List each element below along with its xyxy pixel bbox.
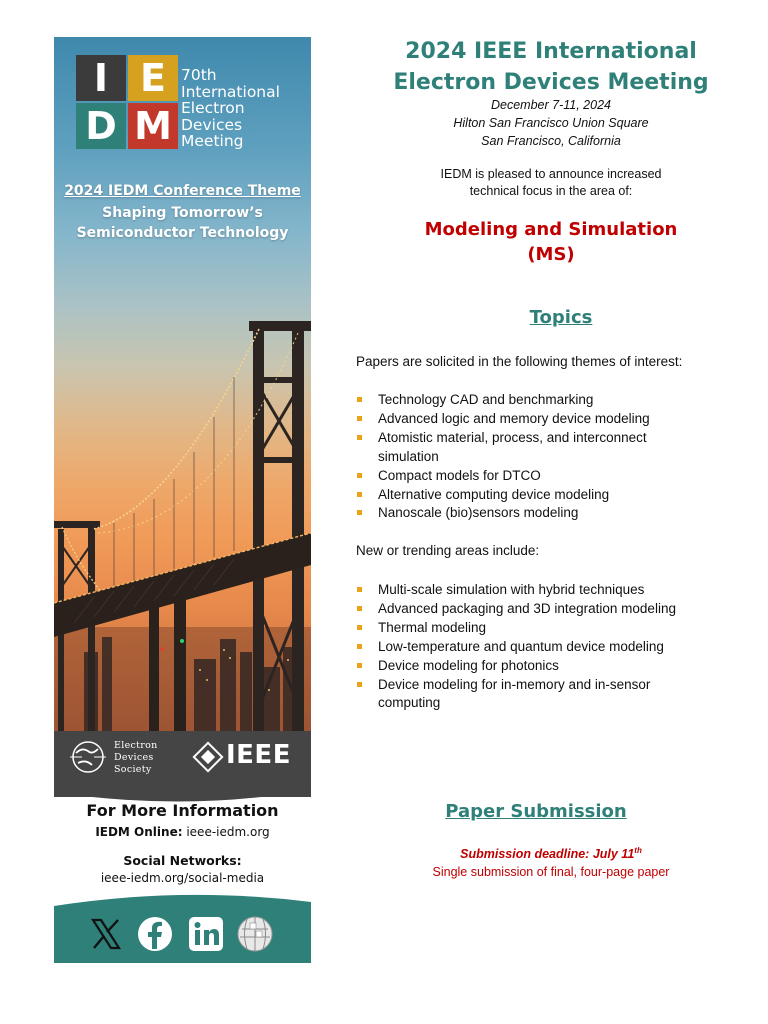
submission-deadline xyxy=(335,842,767,863)
linkedin-icon[interactable] xyxy=(187,915,225,953)
list-item: Advanced logic and memory device modeling xyxy=(356,410,686,429)
list-item: Atomistic material, process, and interconnect simulation xyxy=(356,429,686,467)
deadline-text: Submission deadline: July 11 xyxy=(460,847,635,862)
announcement-line: IEDM is pleased to announce increased xyxy=(440,167,662,181)
info-heading: For More Information xyxy=(86,801,279,820)
conference-banner xyxy=(54,37,311,963)
topics-heading: Topics xyxy=(529,307,593,328)
online-label: IEDM Online: xyxy=(95,825,183,839)
bay-bridge-image xyxy=(54,307,311,737)
facebook-icon[interactable] xyxy=(136,915,174,953)
list-item: Technology CAD and benchmarking xyxy=(356,391,686,410)
logo-word: Meeting xyxy=(181,132,244,150)
logo-wordmark xyxy=(181,67,311,150)
eds-logo-text xyxy=(114,740,158,776)
theme-line: Semiconductor Technology xyxy=(76,225,289,241)
social-link[interactable]: ieee-iedm.org/social-media xyxy=(100,871,265,885)
list-item: Nanoscale (bio)sensors modeling xyxy=(356,504,686,523)
ieee-diamond-icon xyxy=(192,741,224,773)
list-item: Device modeling for in-memory and in-sensor computing xyxy=(356,676,678,714)
ieee-logo-text: IEEE xyxy=(226,740,291,770)
logo-word: Electron xyxy=(181,99,245,117)
announcement-line: technical focus in the area of: xyxy=(469,184,633,198)
event-venue: Hilton San Francisco Union Square xyxy=(453,116,649,130)
focus-area xyxy=(335,217,767,267)
eds-word: Devices xyxy=(114,752,154,763)
x-icon[interactable] xyxy=(87,915,125,953)
deadline-suffix: th xyxy=(634,846,642,855)
online-link[interactable]: ieee-iedm.org xyxy=(186,825,270,839)
list-item: Multi-scale simulation with hybrid techniques xyxy=(356,581,706,600)
focus-line: Modeling and Simulation xyxy=(424,219,678,240)
wikipedia-icon[interactable] xyxy=(236,915,274,953)
list-item: Device modeling for photonics xyxy=(356,657,706,676)
topics-list xyxy=(356,391,686,523)
submission-note: Single submission of final, four-page paper xyxy=(432,865,670,880)
announcement xyxy=(335,166,767,200)
logo-letter-i: I xyxy=(76,55,126,101)
meeting-title xyxy=(335,36,767,98)
title-line: 2024 IEEE International xyxy=(405,39,697,64)
event-date: December 7-11, 2024 xyxy=(491,98,611,112)
paper-submission-heading: Paper Submission xyxy=(445,801,627,822)
theme-heading: 2024 IEDM Conference Theme xyxy=(64,183,301,199)
focus-line: (MS) xyxy=(527,244,575,265)
logo-letter-m: M xyxy=(128,103,178,149)
eds-globe-icon xyxy=(68,737,108,777)
more-information xyxy=(54,801,311,885)
iedm-online xyxy=(54,825,311,839)
logo-word: 70th xyxy=(181,66,217,84)
title-line: Electron Devices Meeting xyxy=(393,70,709,95)
iedm-logo xyxy=(76,55,178,149)
solicit-text: Papers are solicited in the following themes of interest: xyxy=(356,354,683,369)
logo-word: International xyxy=(181,82,280,101)
trending-list xyxy=(356,581,706,713)
list-item: Alternative computing device modeling xyxy=(356,486,686,505)
logo-word: Devices xyxy=(181,115,243,134)
theme-line: Shaping Tomorrow’s xyxy=(102,205,263,221)
logo-letter-e: E xyxy=(128,55,178,101)
event-details xyxy=(335,96,767,150)
submission-details xyxy=(335,842,767,881)
conference-theme xyxy=(54,182,311,243)
event-city: San Francisco, California xyxy=(481,134,621,148)
trending-text: New or trending areas include: xyxy=(356,543,540,558)
list-item: Advanced packaging and 3D integration modeling xyxy=(356,600,706,619)
eds-word: Society xyxy=(114,764,152,775)
list-item: Thermal modeling xyxy=(356,619,706,638)
list-item: Low-temperature and quantum device modeling xyxy=(356,638,706,657)
social-heading: Social Networks: xyxy=(123,853,242,868)
list-item: Compact models for DTCO xyxy=(356,467,686,486)
eds-word: Electron xyxy=(114,740,158,751)
logo-letter-d: D xyxy=(76,103,126,149)
